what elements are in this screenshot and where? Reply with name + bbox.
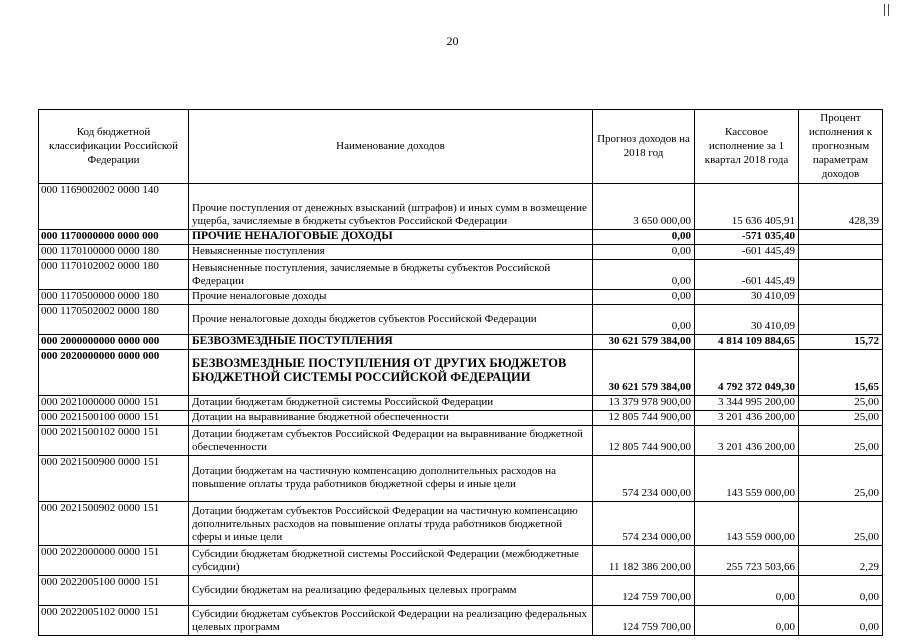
table-row [39, 411, 883, 426]
scan-edge-mark [888, 4, 889, 16]
row-forecast: 0,00 [593, 305, 695, 335]
row-code: 000 1170502002 0000 180 [39, 305, 189, 335]
row-execution: 3 201 436 200,00 [695, 411, 799, 426]
table-row [39, 335, 883, 350]
row-execution: 30 410,09 [695, 305, 799, 335]
row-execution: 4 792 372 049,30 [695, 350, 799, 396]
row-percent [799, 260, 883, 290]
table-row [39, 305, 883, 335]
table-row [39, 290, 883, 305]
row-percent: 428,39 [799, 184, 883, 230]
row-forecast: 3 650 000,00 [593, 184, 695, 230]
row-forecast: 0,00 [593, 290, 695, 305]
row-name: Прочие неналоговые доходы бюджетов субъектов Российской Федерации [189, 305, 593, 335]
row-code: 000 1170500000 0000 180 [39, 290, 189, 305]
row-name: БЕЗВОЗМЕЗДНЫЕ ПОСТУПЛЕНИЯ ОТ ДРУГИХ БЮДЖЕТОВ БЮДЖЕТНОЙ СИСТЕМЫ РОССИЙСКОЙ ФЕДЕРАЦИИ [189, 350, 593, 396]
row-forecast: 574 234 000,00 [593, 456, 695, 502]
row-percent: 25,00 [799, 426, 883, 456]
table-row [39, 396, 883, 411]
row-forecast: 124 759 700,00 [593, 606, 695, 636]
row-execution: -601 445,49 [695, 245, 799, 260]
row-execution: 15 636 405,91 [695, 184, 799, 230]
row-name: ПРОЧИЕ НЕНАЛОГОВЫЕ ДОХОДЫ [189, 230, 593, 245]
row-forecast: 124 759 700,00 [593, 576, 695, 606]
header-forecast: Прогноз доходов на 2018 год [593, 110, 695, 184]
row-forecast: 0,00 [593, 260, 695, 290]
row-name: Прочие неналоговые доходы [189, 290, 593, 305]
row-name: БЕЗВОЗМЕЗДНЫЕ ПОСТУПЛЕНИЯ [189, 335, 593, 350]
table-row [39, 576, 883, 606]
row-name: Невыясненные поступления [189, 245, 593, 260]
row-execution: 4 814 109 884,65 [695, 335, 799, 350]
row-forecast: 0,00 [593, 245, 695, 260]
table-header-row [39, 110, 883, 184]
table-row [39, 350, 883, 396]
row-code: 000 1170000000 0000 000 [39, 230, 189, 245]
row-code: 000 2021500902 0000 151 [39, 502, 189, 546]
row-name: Прочие поступления от денежных взысканий (штрафов) и иных сумм в возмещение ущерба, зачисляемые в бюджеты субъектов Российской Федерации [189, 184, 593, 230]
table-row [39, 502, 883, 546]
row-forecast: 30 621 579 384,00 [593, 350, 695, 396]
table-row [39, 184, 883, 230]
row-code: 000 2000000000 0000 000 [39, 335, 189, 350]
row-percent [799, 230, 883, 245]
row-execution: 143 559 000,00 [695, 456, 799, 502]
header-code: Код бюджетной классификации Российской Федерации [39, 110, 189, 184]
row-forecast: 0,00 [593, 230, 695, 245]
row-code: 000 2021500102 0000 151 [39, 426, 189, 456]
row-execution: 3 201 436 200,00 [695, 426, 799, 456]
row-code: 000 1170100000 0000 180 [39, 245, 189, 260]
row-percent [799, 290, 883, 305]
table-row [39, 456, 883, 502]
row-forecast: 12 805 744 900,00 [593, 411, 695, 426]
scan-edge-mark [884, 4, 885, 16]
row-forecast: 12 805 744 900,00 [593, 426, 695, 456]
table-row [39, 245, 883, 260]
row-code: 000 2022005100 0000 151 [39, 576, 189, 606]
row-percent: 25,00 [799, 396, 883, 411]
table-row [39, 546, 883, 576]
row-percent: 0,00 [799, 576, 883, 606]
row-execution: 0,00 [695, 606, 799, 636]
row-code: 000 2021500900 0000 151 [39, 456, 189, 502]
row-forecast: 574 234 000,00 [593, 502, 695, 546]
revenue-table [38, 109, 883, 636]
row-forecast: 11 182 386 200,00 [593, 546, 695, 576]
row-name: Невыясненные поступления, зачисляемые в бюджеты субъектов Российской Федерации [189, 260, 593, 290]
row-percent: 25,00 [799, 456, 883, 502]
row-name: Дотации бюджетам субъектов Российской Федерации на выравнивание бюджетной обеспеченности [189, 426, 593, 456]
row-code: 000 2022000000 0000 151 [39, 546, 189, 576]
row-percent: 15,72 [799, 335, 883, 350]
table-row [39, 230, 883, 245]
row-execution: 3 344 995 200,00 [695, 396, 799, 411]
row-percent: 25,00 [799, 502, 883, 546]
header-name: Наименование доходов [189, 110, 593, 184]
row-percent: 0,00 [799, 606, 883, 636]
row-percent [799, 305, 883, 335]
row-execution: 30 410,09 [695, 290, 799, 305]
row-name: Дотации на выравнивание бюджетной обеспеченности [189, 411, 593, 426]
table-row [39, 260, 883, 290]
header-execution: Кассовое исполнение за 1 квартал 2018 года [695, 110, 799, 184]
row-execution: -601 445,49 [695, 260, 799, 290]
page-number: 20 [446, 34, 459, 48]
row-name: Субсидии бюджетам бюджетной системы Российской Федерации (межбюджетные субсидии) [189, 546, 593, 576]
row-percent [799, 245, 883, 260]
row-execution: 0,00 [695, 576, 799, 606]
table-row [39, 606, 883, 636]
row-execution: 143 559 000,00 [695, 502, 799, 546]
row-code: 000 1169002002 0000 140 [39, 184, 189, 230]
table-row [39, 426, 883, 456]
header-percent: Процент исполнения к прогнозным параметрам доходов [799, 110, 883, 184]
row-percent: 25,00 [799, 411, 883, 426]
row-code: 000 2021500100 0000 151 [39, 411, 189, 426]
row-name: Дотации бюджетам бюджетной системы Российской Федерации [189, 396, 593, 411]
row-forecast: 13 379 978 900,00 [593, 396, 695, 411]
row-percent: 2,29 [799, 546, 883, 576]
row-code: 000 1170102002 0000 180 [39, 260, 189, 290]
row-forecast: 30 621 579 384,00 [593, 335, 695, 350]
row-percent: 15,65 [799, 350, 883, 396]
row-code: 000 2021000000 0000 151 [39, 396, 189, 411]
row-name: Субсидии бюджетам субъектов Российской Федерации на реализацию федеральных целевых программ [189, 606, 593, 636]
row-name: Дотации бюджетам субъектов Российской Федерации на частичную компенсацию дополнительных расходов на повышение оплаты труда работников бюджетной сферы и иные цели [189, 502, 593, 546]
row-code: 000 2022005102 0000 151 [39, 606, 189, 636]
row-code: 000 2020000000 0000 000 [39, 350, 189, 396]
row-name: Субсидии бюджетам на реализацию федеральных целевых программ [189, 576, 593, 606]
row-name: Дотации бюджетам на частичную компенсацию дополнительных расходов на повышение оплаты труда работников бюджетной сферы и иные цели [189, 456, 593, 502]
row-execution: 255 723 503,66 [695, 546, 799, 576]
row-execution: -571 035,40 [695, 230, 799, 245]
